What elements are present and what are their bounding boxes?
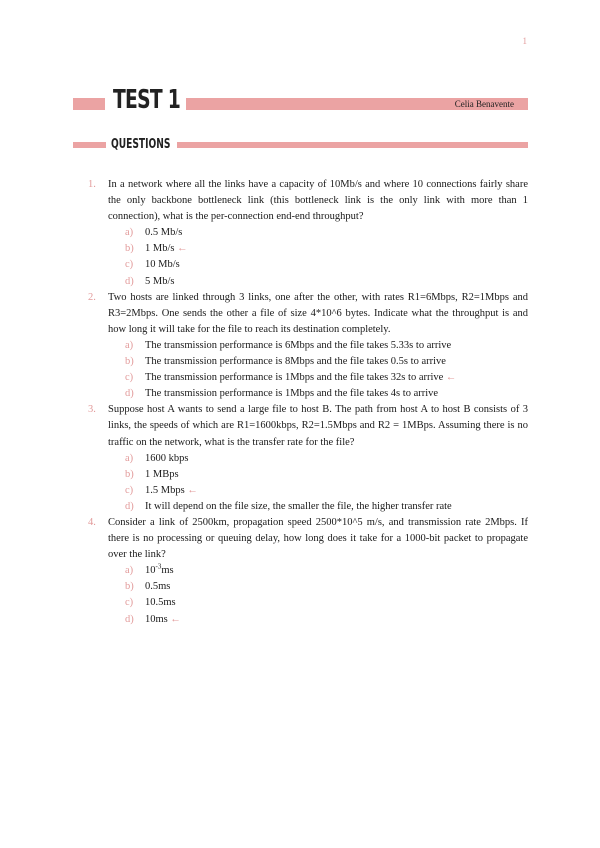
page-title: TEST 1	[113, 85, 181, 115]
option-letter: d)	[125, 275, 134, 287]
question-text: Consider a link of 2500km, propagation speed 2500*10^5 m/s, and transmission rate 2Mbps. If there is no processing or queuing delay, how long does it take for a 1000-bit packet to propagate over the link?	[108, 516, 528, 561]
option-text: 0.5 Mb/s	[145, 227, 183, 239]
option-3b	[88, 467, 528, 483]
question-number: 4.	[88, 516, 96, 528]
option-3d	[88, 499, 528, 515]
question-2	[88, 290, 528, 338]
option-text: 1 MBps	[145, 468, 179, 480]
option-text-exponent: -3	[155, 562, 162, 571]
author-name: Celia Benavente	[454, 99, 514, 109]
section-accent-bar-right	[177, 142, 528, 148]
answer-arrow-icon: ←	[170, 613, 181, 625]
option-2d	[88, 386, 528, 402]
option-letter: a)	[125, 339, 134, 351]
question-number: 1.	[88, 179, 96, 190]
question-number: 3.	[88, 404, 96, 416]
section-title: QUESTIONS	[111, 137, 171, 152]
option-letter: d)	[125, 613, 134, 625]
section-accent-bar-left	[73, 142, 106, 148]
option-text: 10.5ms	[145, 597, 176, 609]
option-text: 5 Mb/s	[145, 275, 175, 287]
option-2b	[88, 354, 528, 370]
option-4d	[88, 612, 528, 628]
option-text: 1.5 Mbps	[145, 484, 185, 496]
question-text: In a network where all the links have a capacity of 10Mb/s and where 10 connections fairly share the only backbone bottleneck link (this bottleneck link is the only link with more than 1 connection), what is the per-connection end-end throughput?	[108, 179, 528, 223]
question-3	[88, 402, 528, 450]
option-text: The transmission performance is 1Mbps and the file takes 32s to arrive	[145, 372, 444, 384]
option-4b	[88, 579, 528, 595]
question-4	[88, 515, 528, 563]
option-text: The transmission performance is 6Mbps and the file takes 5.33s to arrive	[145, 339, 452, 351]
option-letter: c)	[125, 597, 134, 609]
option-1c	[88, 257, 528, 273]
option-letter: a)	[125, 452, 134, 464]
question-text: Suppose host A wants to send a large file to host B. The path from host A to host B consists of 3 links, the speeds of which are R1=1600kbps, R2=1.5Mbps and R2 = 1MBps. Assuming there is no traffic on the network, what is the transfer rate for the file?	[108, 404, 528, 448]
question-text: Two hosts are linked through 3 links, one after the other, with rates R1=6Mbps, R2=1Mbps and R3=2Mbps. One sends the other a file of size 4*10^6 bytes. Indicate what the throughput is and how long it will take for the file to reach its destination completely.	[108, 291, 528, 335]
option-text: 10ms	[145, 613, 168, 625]
option-letter: c)	[125, 484, 134, 496]
option-text: It will depend on the file size, the smaller the file, the higher transfer rate	[145, 500, 452, 512]
option-letter: b)	[125, 468, 134, 480]
option-1d	[88, 274, 528, 290]
option-4c	[88, 595, 528, 611]
option-text: The transmission performance is 8Mbps and the file takes 0.5s to arrive	[145, 356, 446, 368]
option-4a	[88, 563, 528, 579]
option-text-base: 10	[145, 565, 156, 577]
page-number: 1	[522, 36, 527, 46]
title-header	[73, 85, 528, 115]
option-2a	[88, 338, 528, 354]
option-text: 1600 kbps	[145, 452, 189, 464]
option-letter: d)	[125, 388, 134, 400]
option-3c	[88, 483, 528, 499]
option-text: 0.5ms	[145, 581, 171, 593]
option-text: The transmission performance is 1Mbps and the file takes 4s to arrive	[145, 388, 439, 400]
answer-arrow-icon: ←	[187, 484, 198, 496]
option-2c	[88, 370, 528, 386]
title-accent-bar-right	[186, 98, 528, 110]
option-text: 1 Mb/s	[145, 243, 175, 255]
option-letter: d)	[125, 500, 134, 512]
option-letter: b)	[125, 581, 134, 593]
option-3a	[88, 451, 528, 467]
option-1a	[88, 225, 528, 241]
option-letter: c)	[125, 372, 134, 384]
option-text: 10 Mb/s	[145, 259, 180, 271]
option-1b	[88, 241, 528, 257]
question-1	[88, 177, 528, 225]
option-text-unit: ms	[161, 565, 174, 577]
question-number: 2.	[88, 291, 96, 303]
section-header	[73, 137, 528, 153]
option-letter: a)	[125, 227, 134, 239]
option-letter: b)	[125, 243, 134, 255]
option-letter: c)	[125, 259, 134, 271]
answer-arrow-icon: ←	[445, 372, 457, 384]
answer-arrow-icon: ←	[177, 243, 188, 255]
option-letter: b)	[125, 356, 134, 368]
title-accent-bar-left	[73, 98, 105, 110]
question-list	[88, 177, 528, 628]
option-letter: a)	[125, 565, 134, 577]
